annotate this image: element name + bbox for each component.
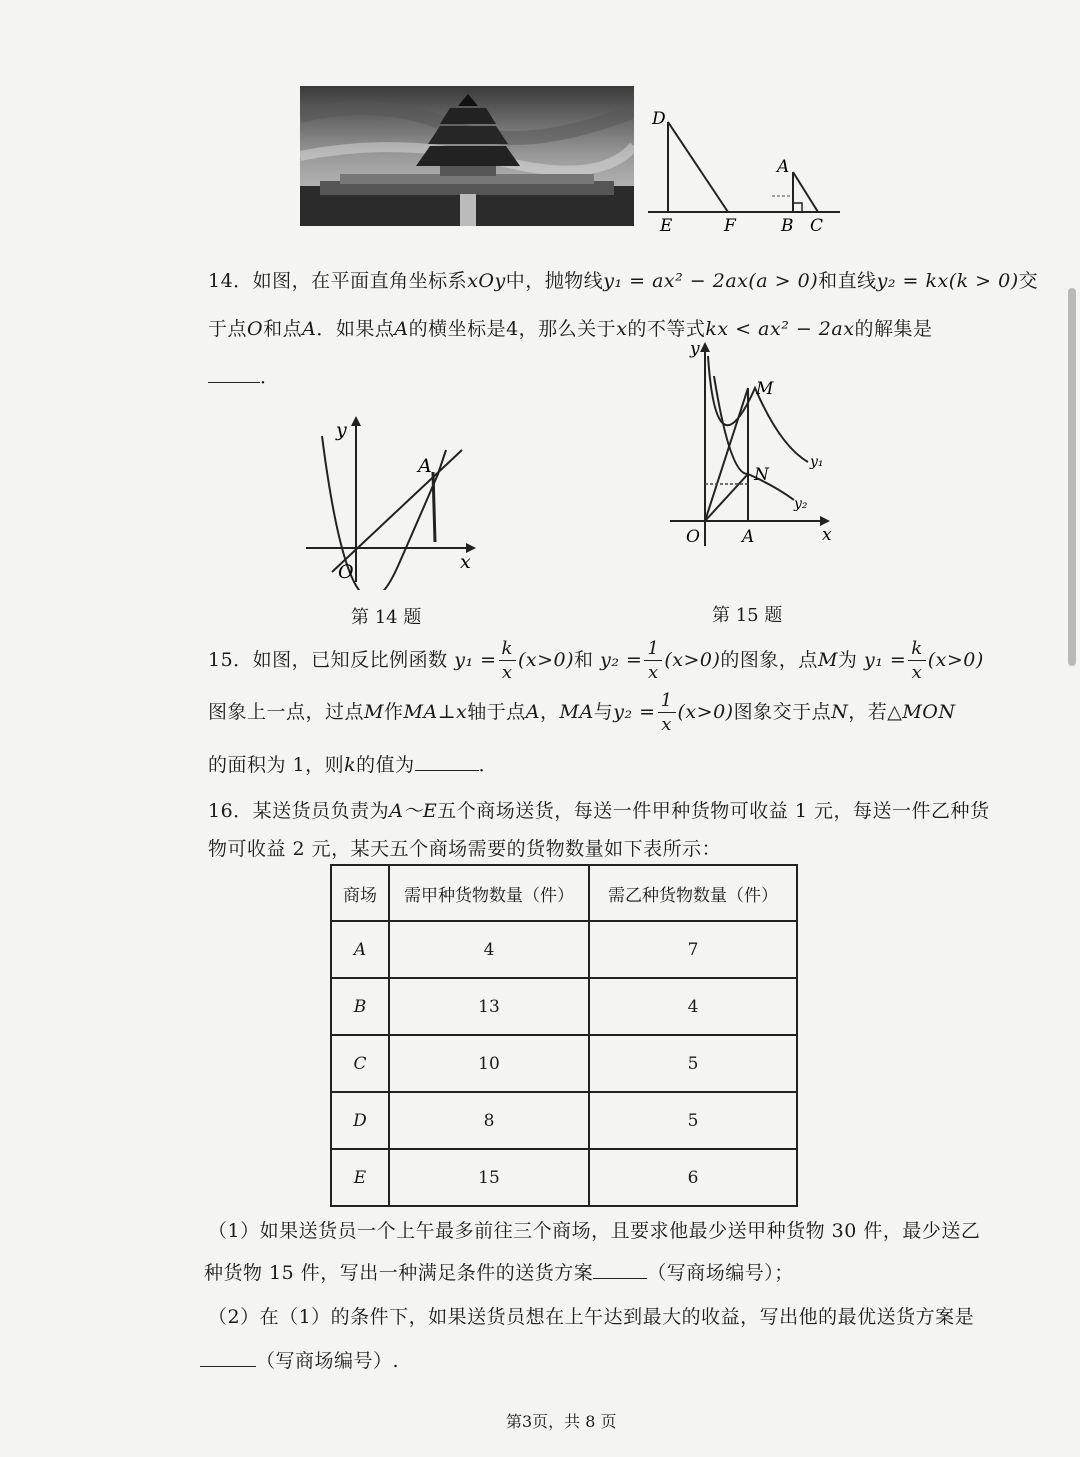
table-cell: 5: [589, 1092, 797, 1149]
table-cell-mall: B: [331, 978, 389, 1035]
table-cell-mall: D: [331, 1092, 389, 1149]
q16-part1-line-1: （1）如果送货员一个上午最多前往三个商场，且要求他最少送甲种货物 30 件，最少送乙: [208, 1220, 981, 1242]
table-header-row: [331, 865, 797, 921]
q14-text: 于点: [208, 318, 248, 340]
q15-frac-num: 1: [658, 692, 676, 713]
q15-frac-k-x: [499, 640, 516, 682]
graph15-N-label: N: [754, 465, 769, 485]
graph15-y1-label: y₁: [810, 454, 824, 470]
label-E: E: [660, 216, 673, 236]
q15-frac-num: 1: [644, 640, 662, 661]
label-C: C: [810, 216, 824, 236]
q15-graph: [660, 336, 850, 556]
q16-range: A～E: [389, 800, 438, 822]
q15-text: 轴于点: [467, 701, 526, 723]
q13-figure: [640, 100, 850, 236]
goods-table: [330, 864, 798, 1207]
q14-text: 的解集是: [854, 318, 933, 340]
graph14-y-label: y: [336, 419, 347, 441]
q15-y1: y₁ =: [863, 649, 907, 671]
q15-text: ，: [540, 701, 560, 723]
q14-answer-blank[interactable]: [208, 364, 260, 383]
q15-line-3: [208, 750, 498, 777]
q15-y2: y₂ =: [613, 701, 656, 723]
q15-frac-den: x: [911, 662, 923, 683]
graph15-M-label: M: [756, 379, 774, 399]
q15-frac-den: x: [648, 662, 659, 683]
q15-text: 为: [837, 649, 858, 671]
q16-text: 种货物 15 件，写出一种满足条件的送货方案: [204, 1262, 594, 1284]
table-cell: 13: [389, 978, 589, 1035]
q15-var-k: k: [344, 754, 357, 776]
graph14-A-label: A: [418, 455, 432, 477]
q16-part2-answer-blank[interactable]: [200, 1348, 256, 1367]
q16-line-1: [208, 796, 989, 823]
table-cell: 15: [389, 1149, 589, 1206]
q14-text: 的不等式: [627, 318, 706, 340]
q14-line-1: [208, 266, 1038, 293]
q16-part2-line-1: （2）在（1）的条件下，如果送货员想在上午达到最大的收益，写出他的最优送货方案是: [208, 1306, 975, 1328]
table-header-cell: 需乙种货物数量（件）: [589, 865, 797, 921]
q15-frac-den: x: [501, 662, 513, 683]
q16-text: 五个商场送货，每送一件甲种货物可收益 1 元，每送一件乙种货: [437, 800, 990, 822]
q14-coord: xOy: [467, 270, 506, 292]
q15-text: 和: [574, 649, 594, 671]
scrollbar[interactable]: [1068, 288, 1076, 666]
q15-text: 的值为: [356, 754, 415, 776]
label-A: A: [777, 157, 790, 177]
table-cell-mall: E: [331, 1149, 389, 1206]
q15-cond: (x>0): [927, 649, 984, 671]
q15-caption: 第 15 题: [712, 605, 783, 626]
table-header-cell: 商场: [331, 865, 389, 921]
q15-point: M: [817, 649, 838, 671]
q15-frac-num: k: [908, 640, 925, 661]
graph15-A-label: A: [742, 527, 755, 547]
q14-answer-line: [208, 362, 280, 389]
table-cell: 8: [389, 1092, 589, 1149]
q15-text: 图象上一点，过点: [208, 701, 365, 723]
q15-point: M: [364, 701, 384, 723]
table-cell-mall: C: [331, 1035, 389, 1092]
q14-caption: 第 14 题: [351, 607, 422, 628]
q15-answer-blank[interactable]: [415, 752, 479, 771]
q14-text: ．: [260, 366, 280, 388]
q15-segment: MA: [403, 701, 438, 723]
q15-line-2: [208, 692, 956, 734]
q14-graph: [300, 410, 490, 590]
graph15-y2-label: y₂: [794, 496, 808, 512]
q15-frac-1-x: [658, 692, 676, 734]
label-D: D: [652, 109, 666, 129]
q14-point: O: [247, 318, 264, 340]
q14-text: 交: [1018, 270, 1039, 292]
q15-point: N: [831, 701, 849, 723]
q14-inequality: kx < ax² − 2ax: [705, 318, 855, 340]
q16-text: （写商场编号）.: [256, 1350, 400, 1372]
graph14-x-label: x: [460, 551, 471, 573]
table-cell: 5: [589, 1035, 797, 1092]
q15-point: A: [525, 701, 541, 723]
q15-cond: (x>0): [664, 649, 721, 671]
table-cell-mall: A: [331, 921, 389, 978]
table-header-cell: 需甲种货物数量（件）: [389, 865, 589, 921]
q15-y2: y₂ =: [600, 649, 643, 671]
q15-cond: (x>0): [517, 649, 575, 671]
q15-segment: MA: [559, 701, 594, 723]
temple-photo: [300, 86, 634, 226]
q15-text: 的面积为 1，则: [208, 754, 345, 776]
q15-frac-den: x: [661, 714, 672, 735]
q15-text: 15．如图，已知反比例函数: [208, 649, 448, 671]
q15-cond: (x>0): [677, 701, 734, 723]
q15-frac-num: k: [499, 640, 516, 661]
graph15-x-label: x: [822, 525, 832, 545]
page-footer: 第3页，共 8 页: [506, 1412, 617, 1431]
q14-text: ．如果点: [316, 318, 395, 340]
label-B: B: [781, 216, 794, 236]
q16-text: 16．某送货员负责为: [208, 800, 390, 822]
q16-part1-answer-blank[interactable]: [593, 1260, 647, 1279]
table-row: [331, 1092, 797, 1149]
table-row: [331, 978, 797, 1035]
q16-part1-line-2: [204, 1258, 794, 1285]
table-row: [331, 1035, 797, 1092]
table-cell: 10: [389, 1035, 589, 1092]
q16-text: （写商场编号）；: [647, 1262, 794, 1284]
q15-frac-k-x: [908, 640, 925, 682]
graph15-y-label: y: [690, 339, 700, 359]
table-row: [331, 1149, 797, 1206]
label-F: F: [724, 216, 736, 236]
q14-text: 和直线: [818, 270, 877, 292]
table-cell: 4: [589, 978, 797, 1035]
q14-text: 的横坐标是4，那么关于: [408, 318, 617, 340]
q14-text: 中，抛物线: [505, 270, 604, 292]
q15-triangle: MON: [902, 701, 956, 723]
q14-line-eq: y₂ = kx(k > 0): [876, 270, 1019, 292]
q14-text: 和点: [263, 318, 303, 340]
q15-text: ．: [478, 754, 499, 776]
q15-perp: ⊥x: [437, 701, 468, 723]
q14-var: x: [616, 318, 628, 340]
q16-line-2: 物可收益 2 元，某天五个商场需要的货物数量如下表所示：: [208, 838, 722, 860]
q15-text: 作: [383, 701, 404, 723]
q16-part2-line-2: [200, 1346, 399, 1373]
q15-text: 图象交于点: [733, 701, 832, 723]
q15-text: 与: [593, 701, 614, 723]
q15-text: ，若△: [848, 701, 903, 723]
table-row: [331, 921, 797, 978]
table-cell: 4: [389, 921, 589, 978]
graph14-O-label: O: [338, 561, 354, 583]
q15-y1: y₁ =: [454, 649, 497, 671]
q15-line-1: [208, 640, 984, 682]
q15-frac-1-x: [644, 640, 662, 682]
q14-text: 14．如图，在平面直角坐标系: [208, 270, 468, 292]
graph15-O-label: O: [686, 527, 700, 547]
q15-text: 的图象，点: [720, 649, 818, 671]
table-cell: 7: [589, 921, 797, 978]
q14-point: A: [394, 318, 409, 340]
q14-point: A: [302, 318, 317, 340]
table-cell: 6: [589, 1149, 797, 1206]
q14-parabola: y₁ = ax² − 2ax(a > 0): [603, 270, 819, 292]
